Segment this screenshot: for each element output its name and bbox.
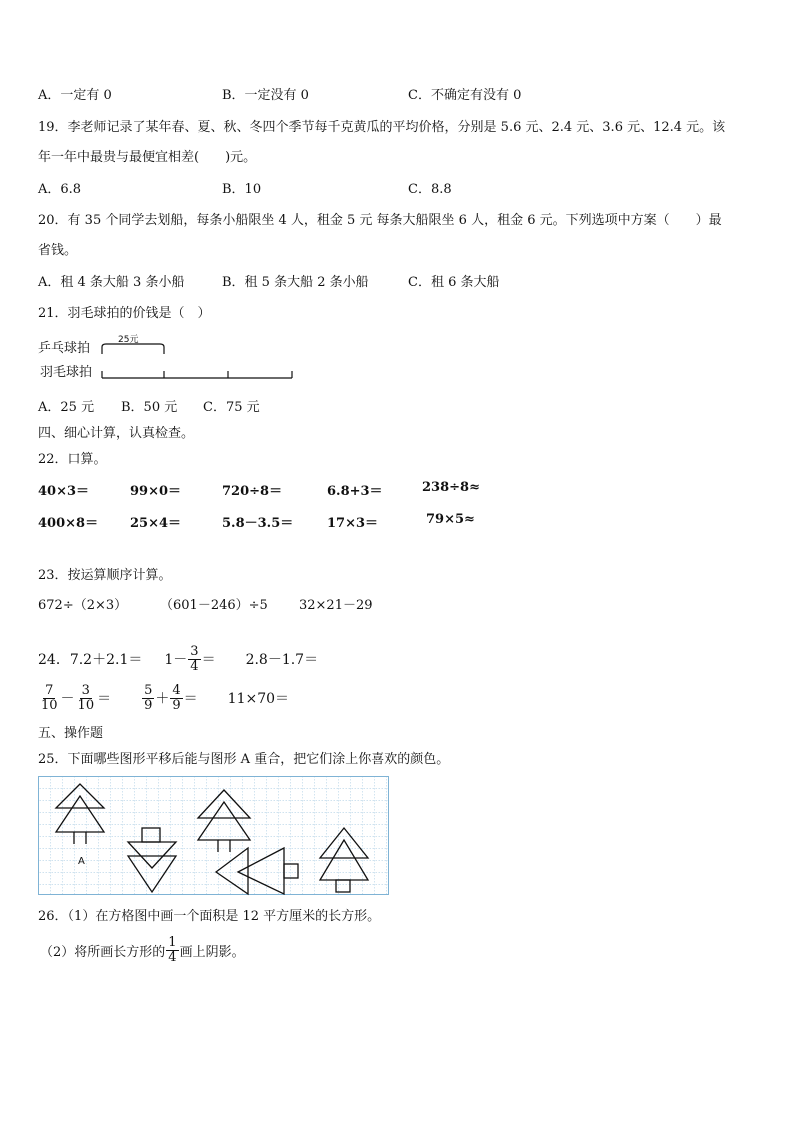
q18-option-a: A．一定有 0 — [38, 88, 112, 103]
q19-option-c: C．8.8 — [408, 182, 452, 197]
figure-a-label: A — [78, 856, 85, 867]
price-label: 25元 — [118, 335, 139, 345]
q22-r1-c1: 40×3＝ — [38, 484, 90, 499]
q22-r2-c2: 25×4＝ — [130, 516, 182, 531]
q26-line2-pre: （2）将所画长方形的 — [40, 944, 166, 960]
q23-title: 23．按运算顺序计算。 — [38, 568, 172, 583]
q22-r2-c1: 400×8＝ — [38, 516, 99, 531]
q24-expr5-frac1: $\frac{5}{9}$ — [144, 682, 153, 713]
section5-heading: 五、操作题 — [38, 726, 104, 741]
q26-line1: 26．（1）在方格图中画一个面积是 12 平方厘米的长方形。 — [38, 909, 381, 924]
q20-option-a: A．租 4 条大船 3 条小船 — [38, 275, 185, 290]
q24-expr2-fraction: $\frac{3}{4}$ — [190, 643, 199, 674]
q22-r1-c2: 99×0＝ — [130, 484, 182, 499]
q24-expr3: 2.8－1.7＝ — [245, 652, 319, 668]
translation-grid-figure — [38, 776, 390, 896]
q21-option-a: A．25 元 — [38, 400, 95, 415]
q22-r2-c3: 5.8－3.5＝ — [222, 516, 294, 531]
q22-r1-c5: 238÷8≈ — [422, 480, 480, 495]
q26-line2-post: 画上阴影。 — [179, 944, 245, 960]
q18-option-c: C．不确定有没有 0 — [408, 88, 522, 103]
q20-option-c: C．租 6 条大船 — [408, 275, 500, 290]
q20-option-b: B．租 5 条大船 2 条小船 — [222, 275, 369, 290]
q24-row2 — [38, 678, 289, 718]
q26-fraction: $\frac{1}{4}$ — [168, 934, 177, 965]
q24-row1 — [38, 640, 318, 678]
q24-expr4-op: － — [60, 691, 75, 707]
q24-label: 24． — [38, 652, 70, 668]
q20-line2: 省钱。 — [38, 243, 78, 258]
q19-option-a: A．6.8 — [38, 182, 82, 197]
section4-heading: 四、细心计算，认真检查。 — [38, 426, 195, 441]
row-label-badminton: 羽毛球拍 — [40, 365, 93, 380]
q18-option-b: B．一定没有 0 — [222, 88, 309, 103]
q24-expr4-frac1: $\frac{7}{10}$ — [41, 682, 58, 713]
q19-line1: 19．李老师记录了某年春、夏、秋、冬四个季节每千克黄瓜的平均价格，分别是 5.6 元、2.4 元、3.6 元、12.4 元。该 — [38, 120, 726, 135]
q23-item-3: 32×21－29 — [299, 598, 373, 613]
row-label-pingpong: 乒乓球拍 — [38, 341, 91, 356]
q22-r1-c3: 720÷8＝ — [222, 484, 283, 499]
q19-line2: 年一年中最贵与最便宜相差( )元。 — [38, 150, 257, 165]
q24-expr6: 11×70＝ — [227, 691, 290, 707]
q24-expr4-frac2: $\frac{3}{10}$ — [77, 682, 95, 713]
q22-r1-c4: 6.8+3＝ — [327, 484, 383, 499]
q21-option-c: C．75 元 — [203, 400, 260, 415]
q24-expr4-eq: ＝ — [97, 691, 112, 707]
q24-expr5-op: ＋ — [155, 691, 170, 707]
q24-expr2-pre: 1－ — [164, 652, 188, 668]
q22-r2-c5: 79×5≈ — [426, 512, 475, 527]
q19-option-b: B．10 — [222, 182, 262, 197]
q23-item-1: 672÷（2×3） — [38, 598, 128, 613]
q24-expr1: 7.2＋2.1＝ — [69, 652, 143, 668]
q23-item-2: （601－246）÷5 — [160, 598, 268, 613]
price-brace — [102, 344, 164, 354]
q21-text: 21．羽毛球拍的价钱是（ ） — [38, 306, 211, 321]
q25-text: 25．下面哪些图形平移后能与图形 A 重合，把它们涂上你喜欢的颜色。 — [38, 752, 450, 767]
q24-expr2-post: ＝ — [201, 652, 216, 668]
q20-line1: 20．有 35 个同学去划船，每条小船限坐 4 人，租金 5 元 每条大船限坐 6 人，租金 6 元。下列选项中方案（ ）最 — [38, 213, 722, 228]
q21-option-b: B．50 元 — [121, 400, 178, 415]
q22-title: 22．口算。 — [38, 452, 107, 467]
q24-expr5-eq: ＝ — [183, 691, 198, 707]
q26-line2 — [40, 930, 245, 970]
price-comparison-diagram — [36, 330, 306, 382]
q24-expr5-frac2: $\frac{4}{9}$ — [172, 682, 181, 713]
q22-r2-c4: 17×3＝ — [327, 516, 379, 531]
